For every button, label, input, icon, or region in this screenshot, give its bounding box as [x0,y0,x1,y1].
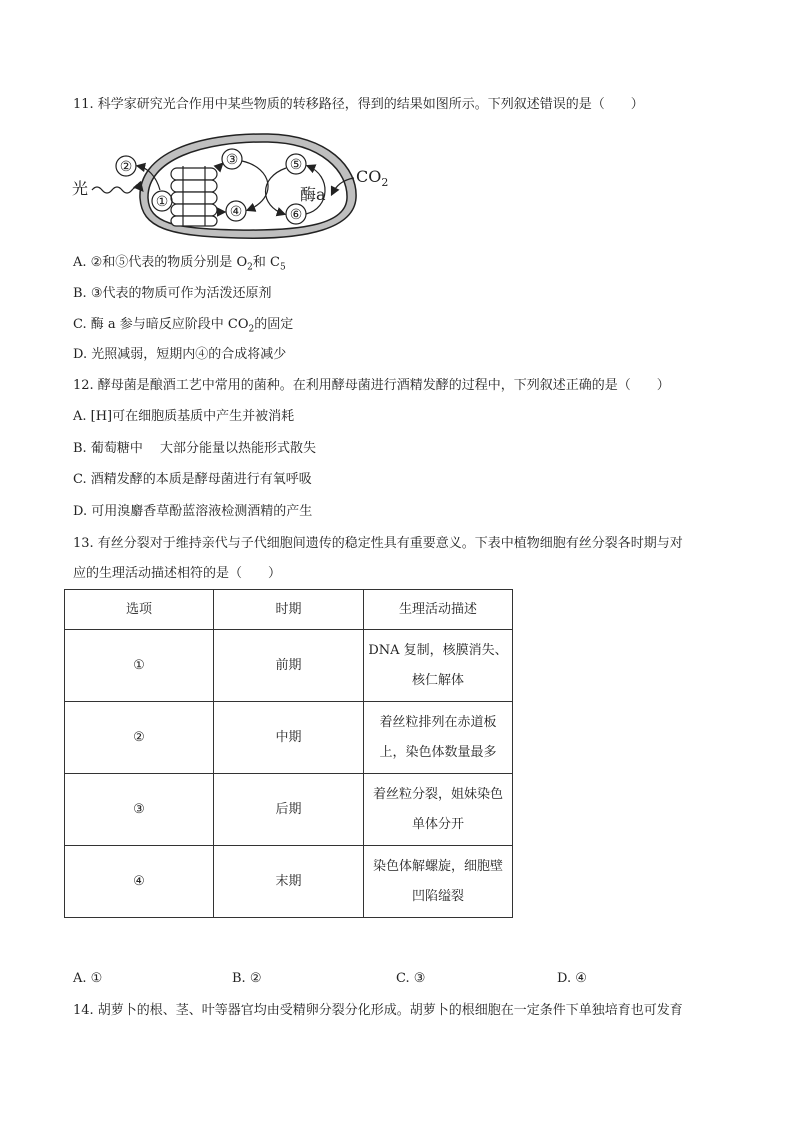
row-phase: 末期 [214,846,364,918]
thylakoid-stack [171,166,217,226]
q12-option-c: C. 酒精发酵的本质是酵母菌进行有氧呼吸 [73,472,312,487]
node-2: ② [119,159,133,175]
header-phase: 时期 [214,590,364,630]
row-option: ② [65,702,214,774]
question-11-stem: 11. 科学家研究光合作用中某些物质的转移路径，得到的结果如图所示。下列叙述错误的是（ ） [73,97,644,112]
question-14-stem: 14. 胡萝卜的根、茎、叶等器官均由受精卵分裂分化形成。胡萝卜的根细胞在一定条件下单独培育也可发育 [73,1003,683,1018]
row-description: 着丝粒分裂，姐妹染色 单体分开 [364,774,513,846]
question-13-stem-line2: 应的生理活动描述相符的是（ ） [73,566,282,581]
chloroplast-diagram [68,128,408,246]
header-option: 选项 [65,590,214,630]
node-4: ④ [229,204,243,220]
q13-answer-c: C. ③ [396,971,426,986]
q11-option-a: A. ②和⑤代表的物质分别是 $O_2$和 $C_5$ [73,255,286,273]
q13-answer-d: D. ④ [557,971,587,986]
table-row [65,630,513,702]
light-wave [92,187,142,193]
row-phase: 后期 [214,774,364,846]
row-option: ③ [65,774,214,846]
node-3: ③ [225,152,239,168]
row-description: 染色体解螺旋，细胞壁 凹陷缢裂 [364,846,513,918]
table-row [65,774,513,846]
row-phase: 中期 [214,702,364,774]
table-header-row [65,590,513,630]
mitosis-table [64,589,513,918]
enzyme-label: 酶a [300,185,326,204]
q11-option-d: D. 光照减弱，短期内④的合成将减少 [73,347,287,362]
question-12-stem: 12. 酵母菌是酿酒工艺中常用的菌种。在利用酵母菌进行酒精发酵的过程中，下列叙述正确的是（ ） [73,378,670,393]
light-label: 光 [72,179,89,198]
q11-option-b: B. ③代表的物质可作为活泼还原剂 [73,286,272,301]
table-row [65,702,513,774]
co2-label: CO [356,167,382,186]
q13-answer-a: A. ① [73,971,103,986]
row-description: 着丝粒排列在赤道板 上，染色体数量最多 [364,702,513,774]
q11-option-c: C. 酶 a 参与暗反应阶段中 $CO_2$的固定 [73,317,294,335]
row-option: ④ [65,846,214,918]
q12-option-b: B. 葡萄糖中 大部分能量以热能形式散失 [73,441,316,456]
header-description: 生理活动描述 [364,590,513,630]
node-5: ⑤ [289,157,303,173]
q12-option-a: A. [H]可在细胞质基质中产生并被消耗 [73,409,295,424]
question-13-stem-line1: 13. 有丝分裂对于维持亲代与子代细胞间遗传的稳定性具有重要意义。下表中植物细胞有丝分裂各时期与对 [73,536,683,551]
q12-option-d: D. 可用溴麝香草酚蓝溶液检测酒精的产生 [73,504,313,519]
row-option: ① [65,630,214,702]
co2-subscript: 2 [381,176,389,189]
node-1: ① [155,194,169,210]
row-description: DNA 复制，核膜消失、 核仁解体 [364,630,513,702]
svg-text:CO2 [356,167,388,189]
row-phase: 前期 [214,630,364,702]
table-row [65,846,513,918]
node-6: ⑥ [289,207,303,223]
q13-answer-b: B. ② [232,971,262,986]
